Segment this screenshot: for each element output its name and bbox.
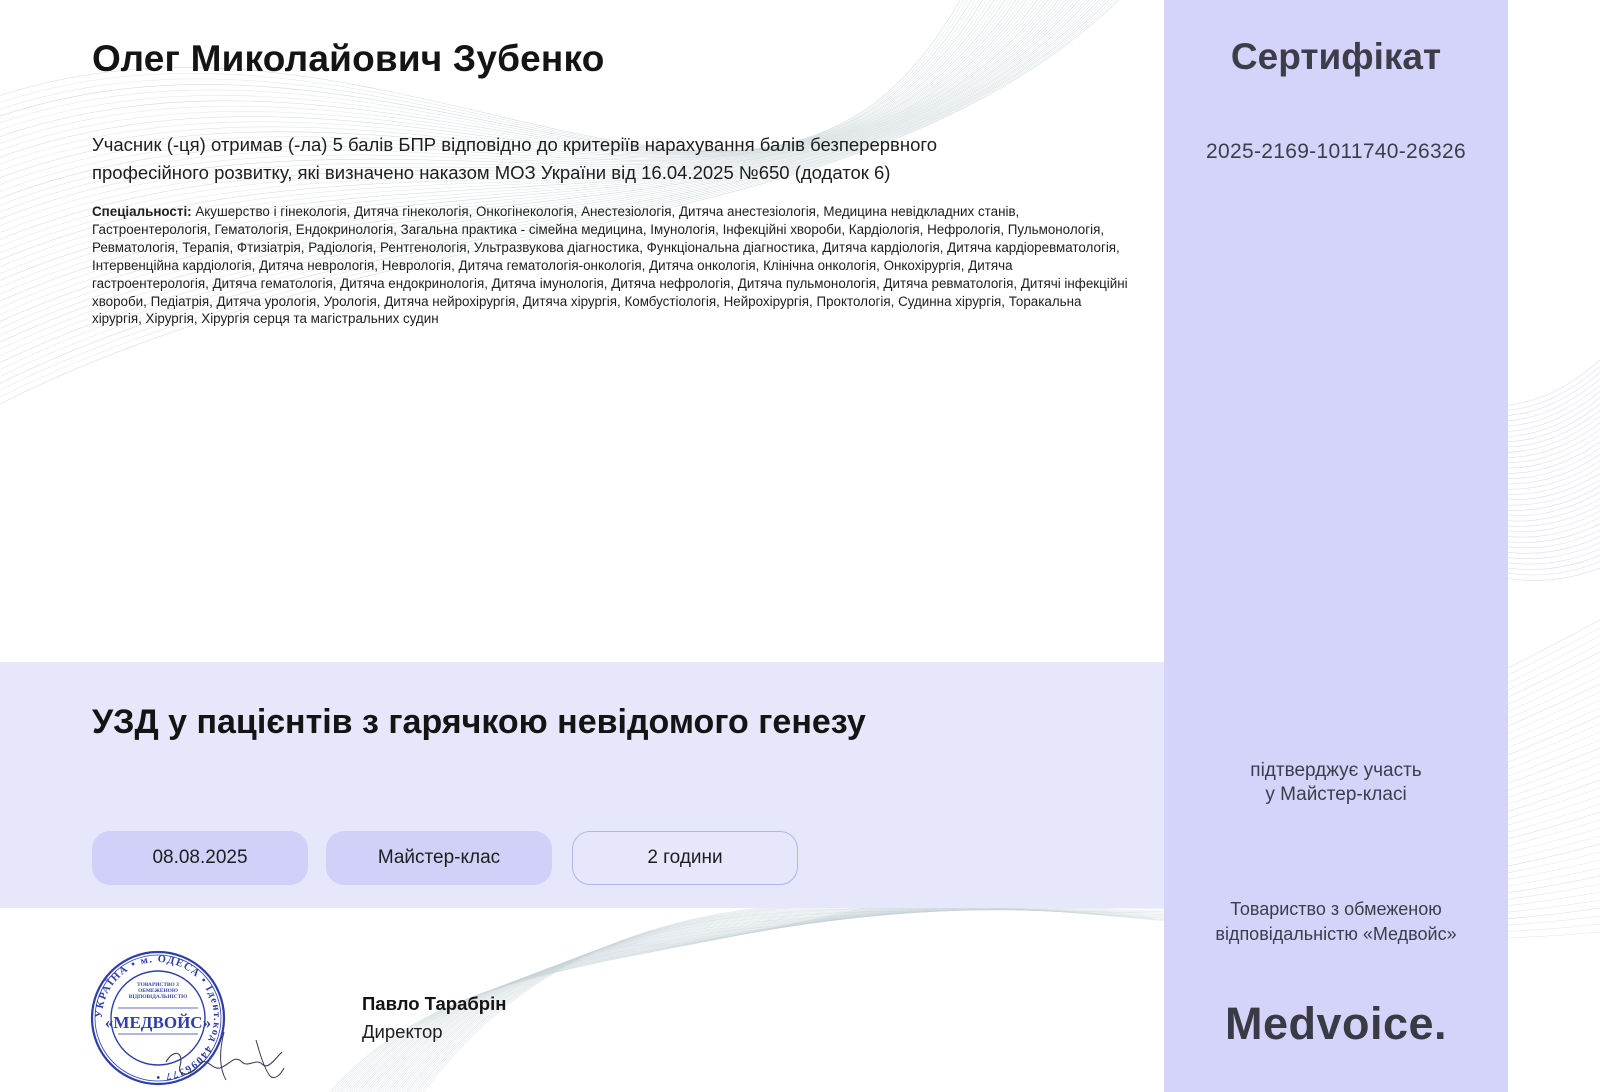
intro-line-2: професійного розвитку, які визначено наказом МОЗ України від 16.04.2025 №650 (додаток 6) xyxy=(92,162,891,183)
signer-name: Павло Тарабрін xyxy=(362,993,507,1014)
signer-role: Директор xyxy=(362,1021,443,1042)
stamp-center-text: «МЕДВОЙС» xyxy=(104,1013,212,1032)
org-line-2: відповідальністю «Медвойс» xyxy=(1215,924,1457,944)
date-pill: 08.08.2025 xyxy=(92,831,308,885)
course-title: УЗД у пацієнтів з гарячкою невідомого генезу xyxy=(92,703,866,741)
intro-text xyxy=(92,131,1022,187)
director-signature xyxy=(160,1018,290,1090)
participant-name: Олег Миколайович Зубенко xyxy=(92,38,605,79)
specialties-list xyxy=(92,203,1128,328)
specialties-label: Спеціальності: xyxy=(92,204,192,219)
participation-confirmation xyxy=(1164,759,1508,807)
stamp-inner-text: ТОВАРИСТВО З ОБМЕЖЕНОЮ ВІДПОВІДАЛЬНІСТЮ xyxy=(128,982,188,1001)
specialties-text: Акушерство і гінекологія, Дитяча гінекологія, Онкогінекологія, Анестезіологія, Дитяча анестезіологія, Медицина невідкладних станів, Гастроентерологія, Гематологія, Ендокринологія, Загальна практика - сімейна медицина, Імунологія, Інфекційні хвороби, Кардіологія, Нефрологія, Пульмонологія, Ревматологія, Терапія, Фтизіатрія, Радіологія, Рентгенологія, Ультразвукова діагностика, Функціональна діагностика, Дитяча кардіологія, Дитяча кардіоревматологія, Інтервенційна кардіологія, Дитяча неврологія, Неврологія, Дитяча гематологія-онкологія, Дитяча онкологія, Клінічна онкологія, Онкохірургія, Дитяча гастроентерологія, Дитяча гематологія, Дитяча ендокринологія, Дитяча імунологія, Дитяча нефрологія, Дитяча пульмонологія, Дитяча ревматологія, Дитячі інфекційні хвороби, Педіатрія, Дитяча урологія, Урологія, Дитяча нейрохірургія, Дитяча хірургія, Комбустіологія, Нейрохірургія, Проктологія, Судинна хірургія, Торакальна хірургія, Хірургія, Хірургія серця та магістральних судин xyxy=(92,204,1128,327)
certificate-title: Сертифікат xyxy=(1230,36,1442,77)
confirm-line-1: підтверджує участь xyxy=(1250,760,1422,781)
duration-pill: 2 години xyxy=(572,831,798,885)
medvoice-logo: Medvoice. xyxy=(1224,998,1448,1049)
format-pill: Майстер-клас xyxy=(326,831,552,885)
certificate-number: 2025-2169-1011740-26326 xyxy=(1206,140,1466,163)
confirm-line-2: у Майстер-класі xyxy=(1265,784,1407,805)
stamp-outer-text: УКРАЇНА • м. ОДЕСА • Ідент.код 44096377 • xyxy=(93,953,223,1083)
organization-name xyxy=(1164,897,1508,947)
intro-line-1: Учасник (-ця) отримав (-ла) 5 балів БПР відповідно до критеріїв нарахування балів безперервного xyxy=(92,134,938,155)
org-line-1: Товариство з обмеженою xyxy=(1230,899,1442,919)
